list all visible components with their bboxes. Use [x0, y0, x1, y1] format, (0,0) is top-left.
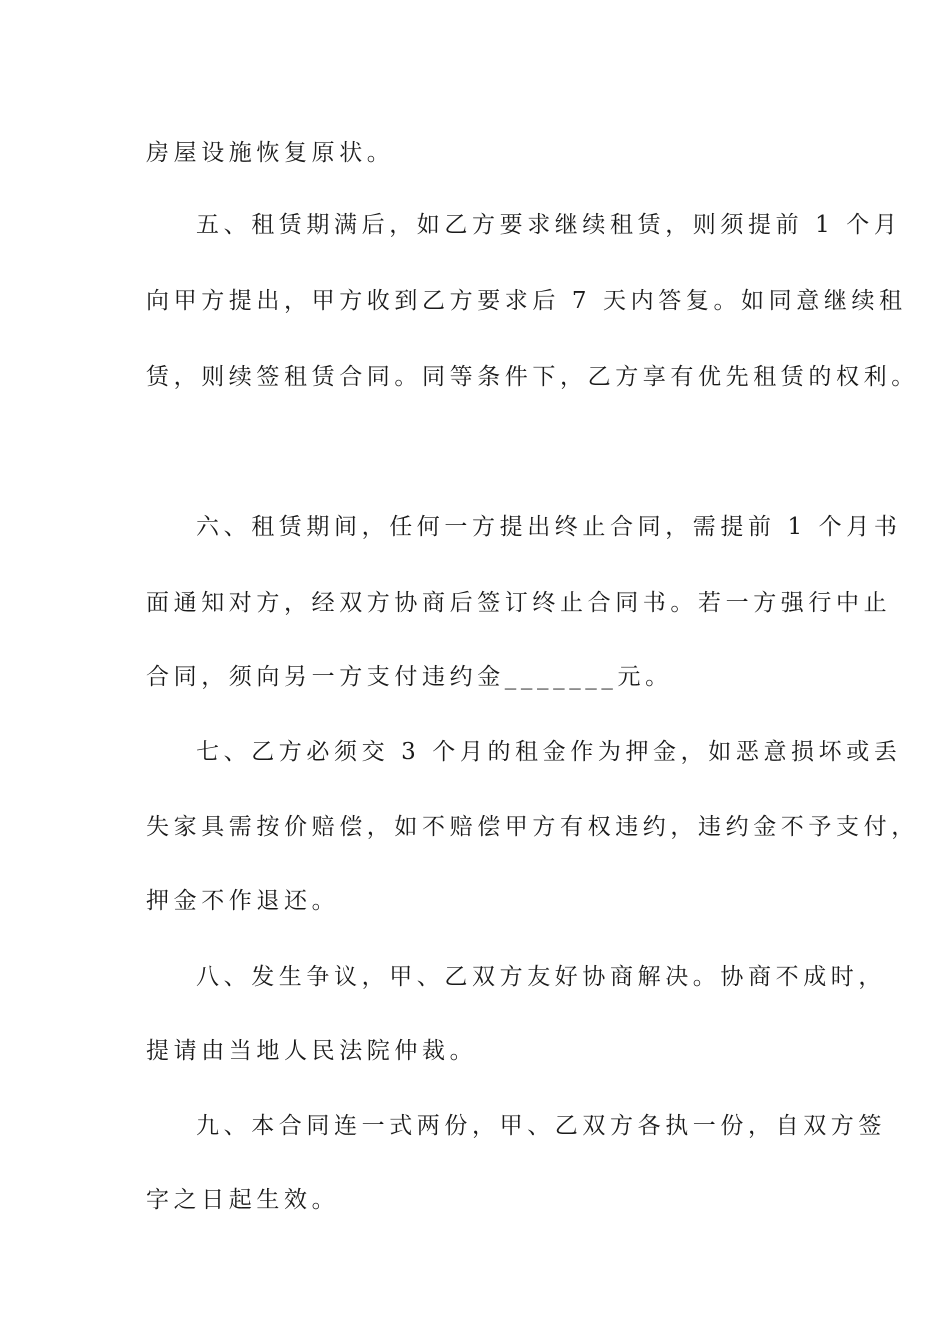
text-line: 房屋设施恢复原状。	[146, 140, 395, 166]
clause-7-line-1: 七、乙方必须交 3 个月的租金作为押金，如恶意损坏或丢	[196, 739, 902, 765]
clause-7-line-3: 押金不作退还。	[146, 888, 340, 914]
clause-8-line-1: 八、发生争议，甲、乙双方友好协商解决。协商不成时，	[196, 964, 886, 990]
clause-9-line-1: 九、本合同连一式两份，甲、乙双方各执一份，自双方签	[196, 1113, 886, 1139]
clause-5-line-1: 五、租赁期满后，如乙方要求继续租赁，则须提前 1 个月	[196, 212, 902, 238]
clause-9-line-2: 字之日起生效。	[146, 1187, 340, 1213]
clause-6-line-2: 面通知对方，经双方协商后签订终止合同书。若一方强行中止	[146, 590, 892, 616]
clause-7-line-2: 失家具需按价赔偿，如不赔偿甲方有权违约，违约金不予支付，	[146, 814, 919, 840]
clause-6-line-1: 六、租赁期间，任何一方提出终止合同，需提前 1 个月书	[196, 514, 902, 540]
clause-5-line-2: 向甲方提出，甲方收到乙方要求后 7 天内答复。如同意继续租	[146, 288, 907, 314]
clause-5-line-3: 赁，则续签租赁合同。同等条件下，乙方享有优先租赁的权利。	[146, 364, 919, 390]
clause-6-line-3: 合同，须向另一方支付违约金_______元。	[146, 664, 673, 690]
clause-8-line-2: 提请由当地人民法院仲裁。	[146, 1038, 478, 1064]
